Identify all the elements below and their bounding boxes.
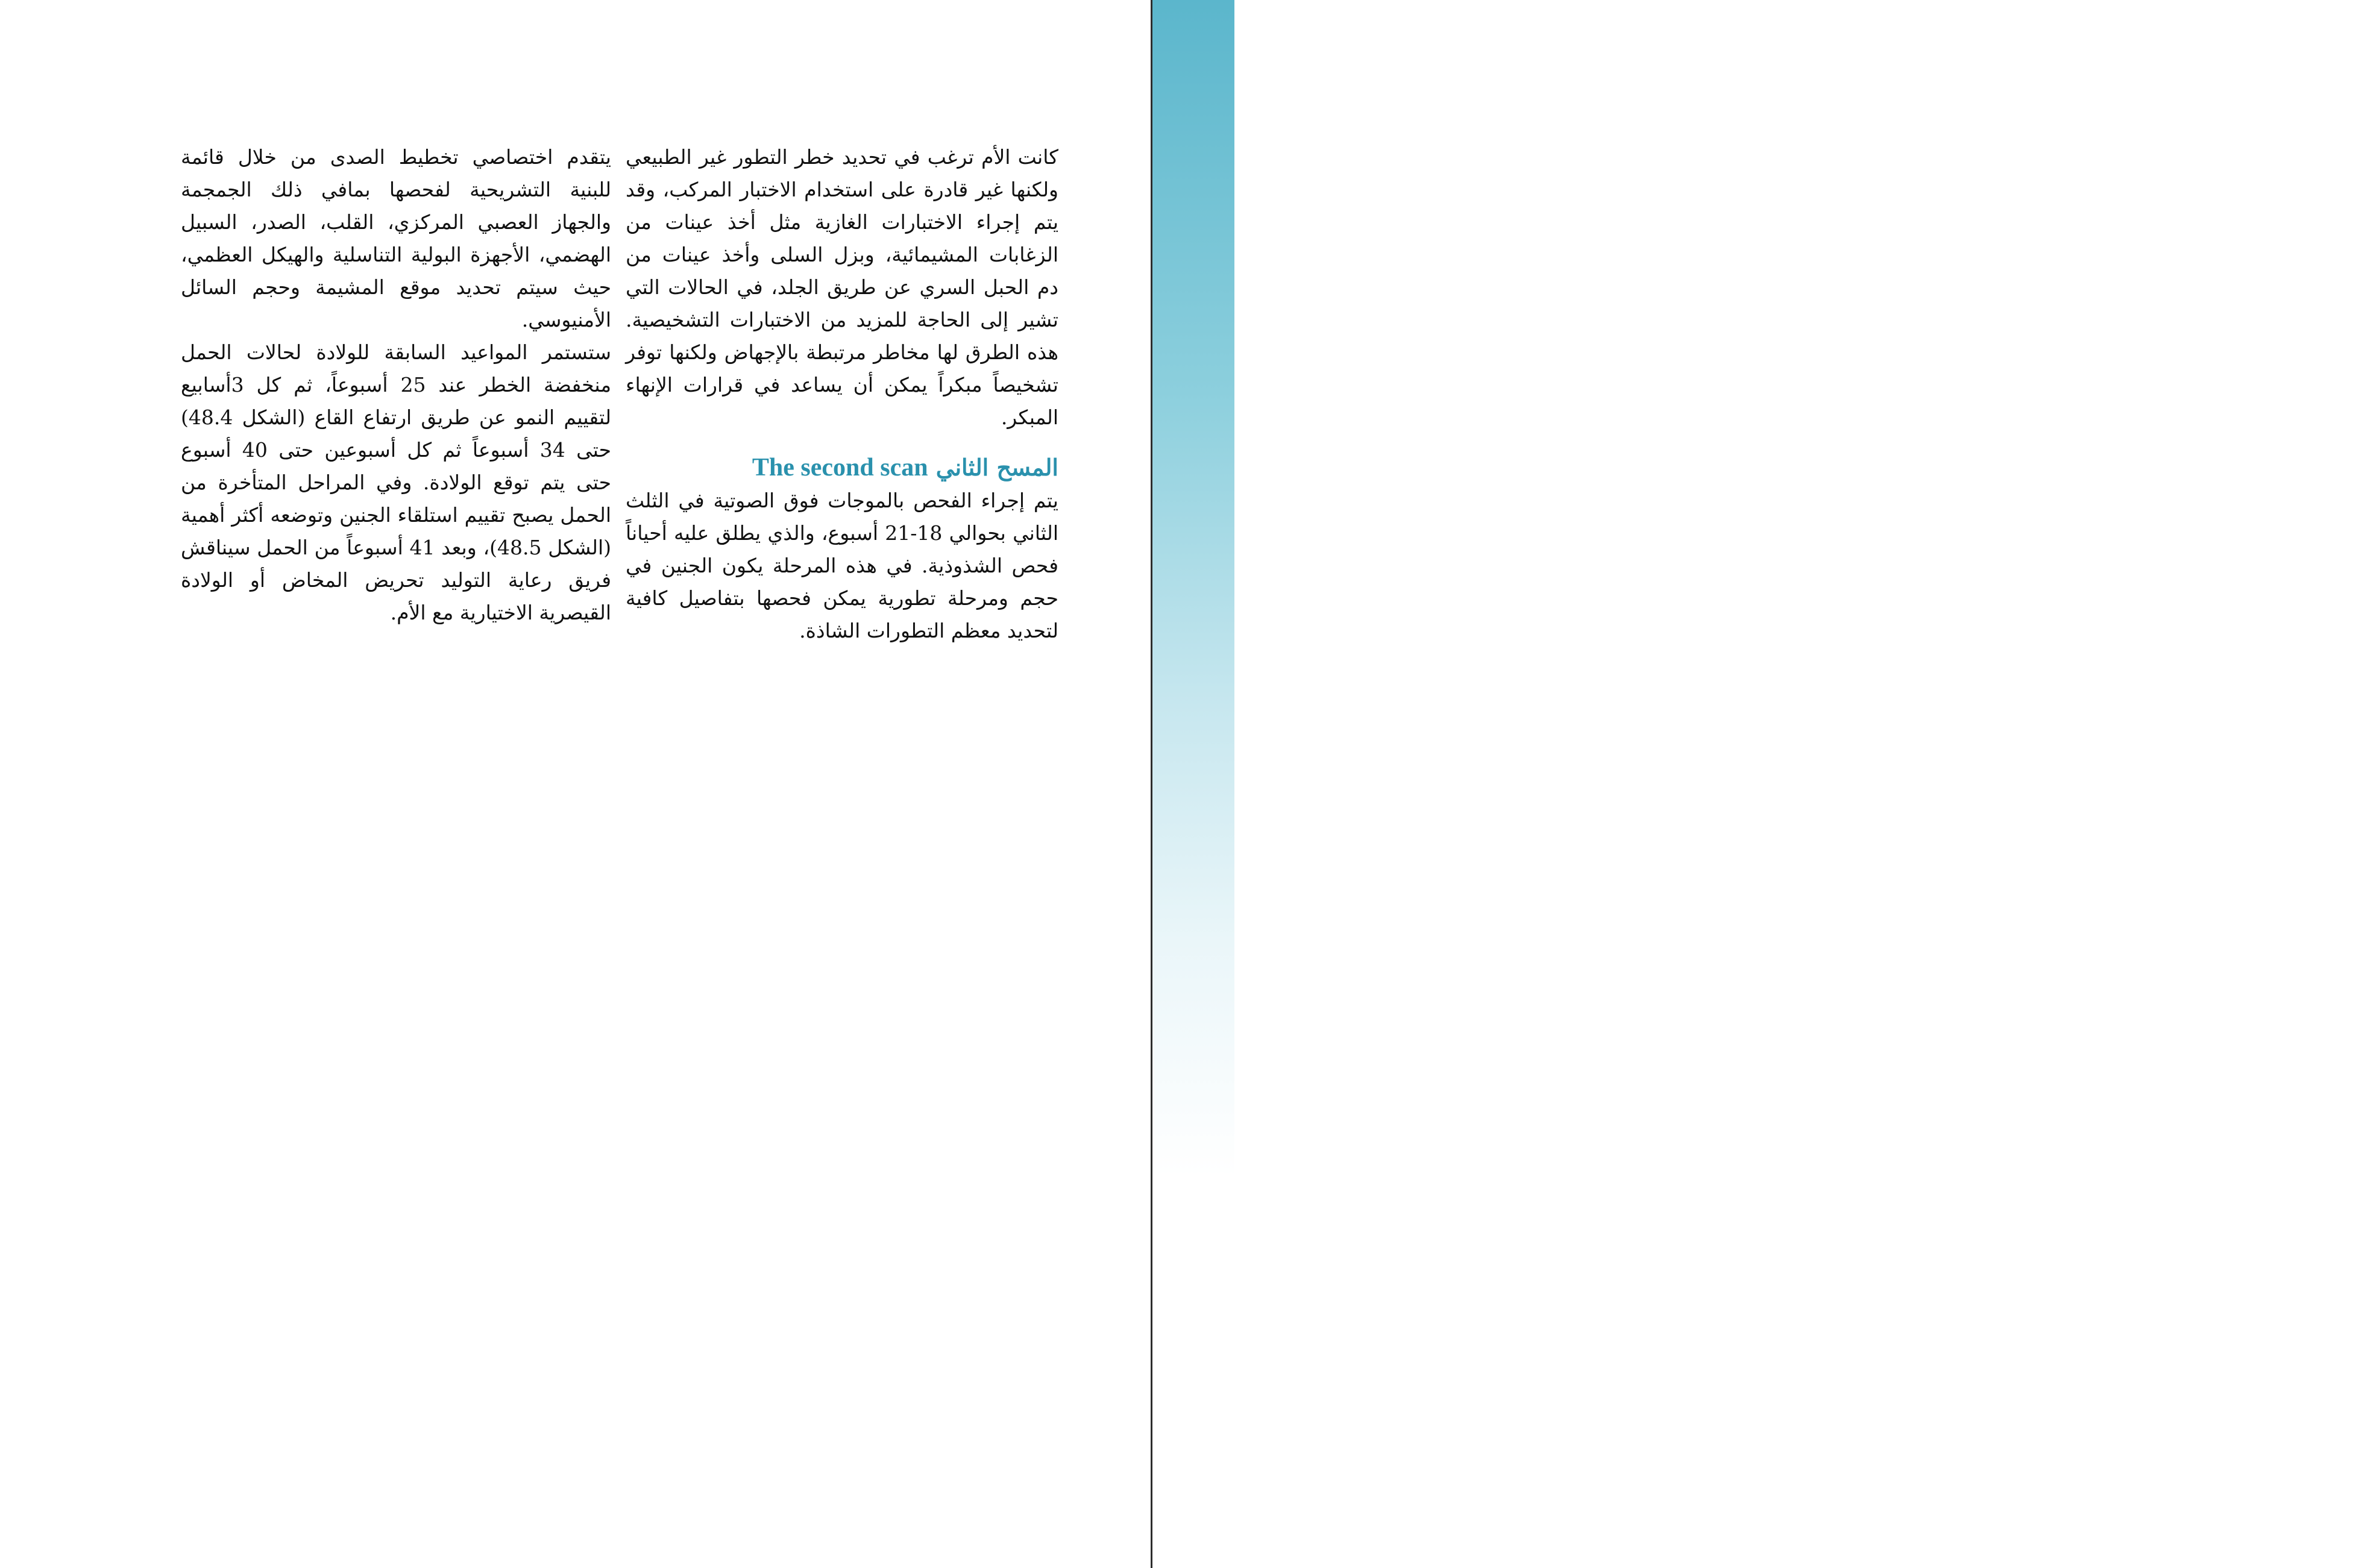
section-heading-english: The second scan (752, 454, 928, 481)
section-heading-arabic: المسح الثاني (935, 454, 1058, 481)
section-heading-second-scan (626, 451, 1058, 485)
paragraph-anatomy-checklist: يتقدم اختصاصي تخطيط الصدى من خلال قائمة للبنية التشريحية لفحصها بمافي ذلك الجمجمة والجهاز العصبي المركزي، القلب، الصدر، السبيل الهضمي، الأجهزة البولية التناسلية والهيكل العظمي، حيث سيتم تحديد موقع المشيمة وحجم السائل الأمنيوسي. (181, 145, 611, 331)
paragraph-invasive-tests: كانت الأم ترغب في تحديد خطر التطور غير الطبيعي ولكنها غير قادرة على استخدام الاختبار المركب، وقد يتم إجراء الاختبارات الغازية مثل أخذ عينات من الزغابات المشيمائية، وبزل السلى وأخذ عينات من دم الحبل السري عن طريق الجلد، في الحالات التي تشير إلى الحاجة للمزيد من الاختبارات التشخيصية. هذه الطرق لها مخاطر مرتبطة بالإجهاض ولكنها توفر تشخيصاً مبكراً يمكن أن يساعد في قرارات الإنهاء المبكر. (626, 145, 1058, 429)
paragraph-antenatal-appointments: ستستمر المواعيد السابقة للولادة لحالات الحمل منخفضة الخطر عند 25 أسبوعاً، ثم كل 3أسابيع لتقييم النمو عن طريق ارتفاع القاع (الشكل 48.4) حتى 34 أسبوعاً ثم كل أسبوعين حتى 40 أسبوع حتى يتم توقع الولادة. وفي المراحل المتأخرة من الحمل يصبح تقييم استلقاء الجنين وتوضعه أكثر أهمية (الشكل 48.5)، وبعد 41 أسبوعاً من الحمل سيناقش فريق رعاية التوليد تحريض المخاض أو الولادة القيصرية الاختيارية مع الأم. (181, 340, 612, 624)
chapter-title: الفصل 48 الفحص السابق للولادة (2336, 158, 2366, 589)
page-number: 133 (2325, 67, 2373, 103)
left-text-column (181, 141, 611, 629)
right-text-column (626, 141, 1058, 647)
chapter-side-band (1151, 0, 2369, 1568)
paragraph-second-scan: يتم إجراء الفحص بالموجات فوق الصوتية في الثلث الثاني بحوالي 18-21 أسبوع، والذي يطلق عليه أحياناً فحص الشذوذية. في هذه المرحلة يكون الجنين في حجم ومرحلة تطورية يمكن فحصها بتفاصيل كافية لتحديد معظم التطورات الشاذة. (626, 489, 1058, 642)
